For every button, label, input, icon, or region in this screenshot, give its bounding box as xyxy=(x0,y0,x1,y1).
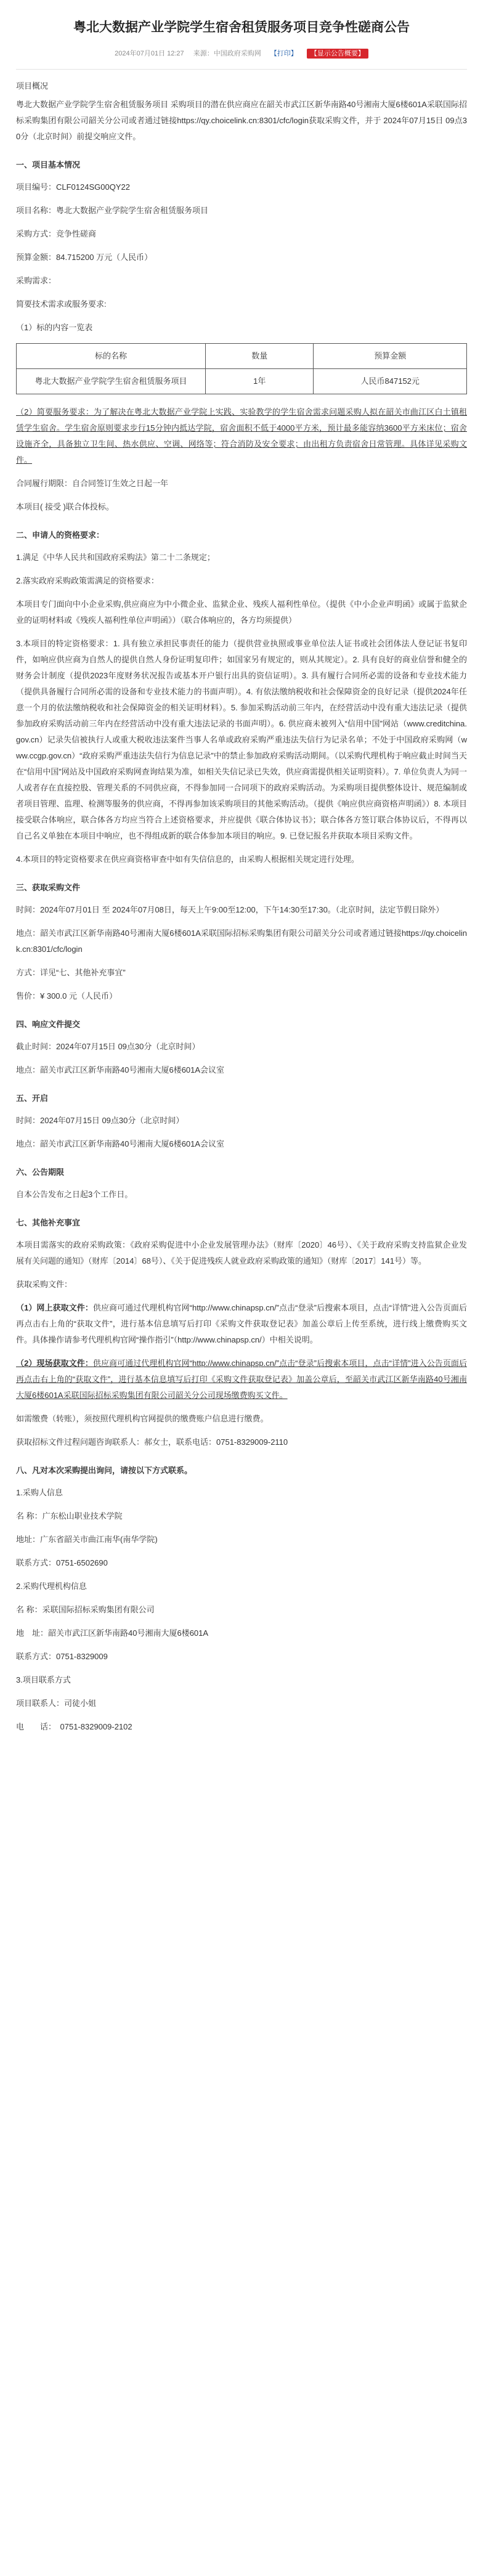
table-row xyxy=(17,369,467,394)
section-3-heading: 三、获取采购文件 xyxy=(16,883,81,892)
online-obtain-label: （1）网上获取文件： xyxy=(16,1303,93,1312)
contact-tel: 电 话： 0751-8329009-2102 xyxy=(16,1722,132,1731)
project-name: 项目名称：粤北大数据产业学院学生宿舍租赁服务项目 xyxy=(16,206,209,215)
onsite-obtain-text: 供应商可通过代理机构官网“http://www.chinapsp.cn/”点击“登录”后搜索本项目，点击“详情”进入公告页面后再点击右上角的“获取文件”，进行基本信息填写后打印《采购文件获取登记表》加盖公章后，至韶关市武江区新华南路40号湘南大厦6楼601A采联国际招标采购集团有限公司韶关分公司现场缴费购买文件。 xyxy=(16,1359,467,1400)
header-divider xyxy=(16,69,467,70)
section-7-heading: 七、其他补充事宜 xyxy=(16,1218,81,1227)
section-1-heading: 一、项目基本情况 xyxy=(16,160,81,169)
agent-address: 地 址：韶关市武江区新华南路40号湘南大厦6楼601A xyxy=(16,1628,209,1638)
consortium-line: 本项目( 接受 )联合体投标。 xyxy=(16,502,114,511)
policy-text: 本项目需落实的政府采购政策：《政府采购促进中小企业发展管理办法》（财库〔2020〕46号）、《关于政府采购支持监狱企业发展有关问题的通知》（财库〔2014〕68号）、《关于促进残疾人就业政府采购政策的通知》（财库〔2017〕141号）等。 xyxy=(16,1240,467,1266)
source-label: 来源：中国政府采购网 xyxy=(193,50,261,57)
th-budget: 预算金额 xyxy=(314,344,467,369)
td-name: 粤北大数据产业学院学生宿舍租赁服务项目 xyxy=(17,369,206,394)
open-place: 地点：韶关市武江区新华南路40号湘南大厦6楼601A会议室 xyxy=(16,1139,225,1148)
requirement-table xyxy=(16,343,467,394)
agent-name: 名 称：采联国际招标采购集团有限公司 xyxy=(16,1605,155,1614)
requirement-text: （2）简要服务要求：为了解决在粤北大数据产业学院上实践、实验教学的学生宿舍需求问题采购人拟在韶关市曲江区白土镇租赁学生宿舍。学生宿舍原则要求步行15分钟内抵达学院，宿舍面积不低于4000平方米，预计最多能容纳3600平方米床位；宿舍设施齐全，具备独立卫生间、热水供应、空调、网络等；符合消防及安全要求；由出租方负责宿舍日常管理。具体详见采购文件。 xyxy=(16,407,467,465)
section-2-heading: 二、申请人的资格要求： xyxy=(16,530,105,540)
print-link[interactable]: 【打印】 xyxy=(270,50,298,57)
qual-1: 1.满足《中华人民共和国政府采购法》第二十二条规定； xyxy=(16,553,215,562)
td-qty: 1年 xyxy=(206,369,314,394)
online-obtain-text: 供应商可通过代理机构官网“http://www.chinapsp.cn/”点击“登录”后搜索本项目，点击“详情”进入公告页面后再点击右上角的“获取文件”，进行基本信息填写后打印《采购文件获取登记表》加盖公章后上传至系统，进行线上缴费购买文件。具体操作请参考代理机构官网“操作指引”（http://www.chinapsp.cn/）中相关说明。 xyxy=(16,1303,467,1344)
qual-4: 4.本项目的特定资格要求在供应商资格审查中如有失信信息的，由采购人根据相关规定进行处理。 xyxy=(16,855,359,864)
online-obtain xyxy=(16,1300,467,1348)
agent-heading: 2.采购代理机构信息 xyxy=(16,1582,87,1591)
payment-note: 如需缴费（转账），须按照代理机构官网提供的缴费账户信息进行缴费。 xyxy=(16,1414,269,1423)
overview-heading: 项目概况 xyxy=(16,81,49,91)
obtain-price: 售价：¥ 300.0 元（人民币） xyxy=(16,991,117,1001)
buyer-heading: 1.采购人信息 xyxy=(16,1488,63,1497)
qual-3: 3.本项目的特定资格要求：1. 具有独立承担民事责任的能力（提供营业执照或事业单位法人证书或社会团体法人登记证书复印件，如响应供应商为自然人的提供自然人身份证明复印件；如国家另有规定的，则从其规定）。2. 具有良好的商业信誉和健全的财务会计制度（提供2023年度财务状况报告或基本开户银行出具的资信证明）。3. 具有履行合同所必需的设备和专业技术能力（提供具备履行合同所必需的设备和专业技术能力的书面声明）。4. 有依法缴纳税收和社会保障资金的良好记录（提供2024年任意一个月的依法缴纳税收和社会保障资金的相关证明材料）。5. 参加采购活动前三年内，在经营活动中没有重大违法记录（提供参加政府采购活动前三年内在经营活动中没有重大违法记录的书面声明）。6. 供应商未被列入“信用中国”网站（www.creditchina.gov.cn）记录失信被执行人或重大税收违法案件当事人名单或政府采购严重违法失信行为记录名单；不处于中国政府采购网（www.ccgp.gov.cn）“政府采购严重违法失信行为信息记录”中的禁止参加政府采购活动期间。（以采购代理机构于响应截止时间当天在“信用中国”网站及中国政府采购网查询结果为准，如相关失信记录已失效，供应商需提供相关证明资料）。7. 单位负责人为同一人或者存在直接控股、管理关系的不同供应商，不得参加同一合同项下的政府采购活动。为采购项目提供整体设计、规范编制或者项目管理、监理、检测等服务的供应商，不得再参加该采购项目的其他采购活动。（提供《响应供应商资格声明函》）8. 本项目接受联合体响应，联合体各方均应当符合上述资格要求，并应提供《联合体协议书》；联合体各方签订联合体协议后，不得再以自己名义单独在本项目中响应，也不得组成新的联合体参加本项目的响应。9. 已登记报名并获取本项目采购文件。 xyxy=(16,639,467,840)
announcement-body xyxy=(16,78,467,1735)
show-summary-button[interactable]: 【显示公告概要】 xyxy=(307,49,368,59)
buyer-address: 地址：广东省韶关市曲江南华(南华学院) xyxy=(16,1535,158,1544)
budget-amount: 预算金额：84.715200 万元（人民币） xyxy=(16,253,153,262)
project-no: 项目编号：CLF0124SG00QY22 xyxy=(16,182,130,192)
meta-line xyxy=(16,48,467,58)
section-4-heading: 四、响应文件提交 xyxy=(16,1020,81,1029)
consult-contact: 获取招标文件过程问题咨询联系人：郝女士，联系电话：0751-8329009-2110 xyxy=(16,1437,288,1447)
overview-text: 粤北大数据产业学院学生宿舍租赁服务项目 采购项目的潜在供应商应在韶关市武江区新华南路40号湘南大厦6楼601A采联国际招标采购集团有限公司韶关分公司或者通过链接https://qy.choicelink.cn:8301/cfc/login获取采购文件，并于 2024年07月15日 09点30分（北京时间）前提交响应文件。 xyxy=(16,100,467,141)
obtain-file-heading: 获取采购文件： xyxy=(16,1280,73,1289)
procurement-method: 采购方式：竞争性磋商 xyxy=(16,229,97,238)
obtain-place: 地点：韶关市武江区新华南路40号湘南大厦6楼601A采联国际招标采购集团有限公司韶关分公司或者通过链接https://qy.choicelink.cn:8301/cfc/login xyxy=(16,928,467,954)
table-header-row xyxy=(17,344,467,369)
obtain-time: 时间：2024年07月01日 至 2024年07月08日，每天上午9:00至12:00，下午14:30至17:30。（北京时间，法定节假日除外） xyxy=(16,905,444,914)
section-5-heading: 五、开启 xyxy=(16,1094,49,1103)
th-name: 标的名称 xyxy=(17,344,206,369)
td-budget: 人民币847152元 xyxy=(314,369,467,394)
package-line: 简要技术需求或服务要求: xyxy=(16,299,107,309)
qual-2: 2.落实政府采购政策需满足的资格要求： xyxy=(16,576,159,585)
buyer-name: 名 称：广东松山职业技术学院 xyxy=(16,1511,123,1521)
obtain-way: 方式：详见“七、其他补充事宜” xyxy=(16,968,126,977)
notice-period: 自本公告发布之日起3个工作日。 xyxy=(16,1190,133,1199)
open-time: 时间：2024年07月15日 09点30分（北京时间） xyxy=(16,1116,184,1125)
buyer-tel: 联系方式：0751-6502690 xyxy=(16,1558,108,1567)
qual-2a: 本项目专门面向中小企业采购,供应商应为中小微企业、监狱企业、残疾人福利性单位。（提供《中小企业声明函》或属于监狱企业的证明材料或《残疾人福利性单位声明函》）（联合体响应的，各方均须提供） xyxy=(16,599,467,625)
onsite-obtain-label: （2）现场获取文件： xyxy=(16,1359,93,1368)
th-qty: 数量 xyxy=(206,344,314,369)
section-6-heading: 六、公告期限 xyxy=(16,1168,65,1177)
contact-name: 项目联系人：司徒小姐 xyxy=(16,1699,97,1708)
publish-date: 2024年07月01日 12:27 xyxy=(115,50,184,57)
requirement-heading: 采购需求： xyxy=(16,276,57,285)
contact-heading: 3.项目联系方式 xyxy=(16,1675,71,1684)
contract-period: 合同履行期限：自合同签订生效之日起一年 xyxy=(16,479,169,488)
onsite-obtain xyxy=(16,1355,467,1404)
submit-deadline: 截止时间：2024年07月15日 09点30分（北京时间） xyxy=(16,1042,200,1051)
submit-place: 地点：韶关市武江区新华南路40号湘南大厦6楼601A会议室 xyxy=(16,1065,225,1075)
item-line: （1）标的内容一览表 xyxy=(16,323,93,332)
agent-tel: 联系方式：0751-8329009 xyxy=(16,1652,108,1661)
page-title: 粤北大数据产业学院学生宿舍租赁服务项目竞争性磋商公告 xyxy=(73,20,410,35)
section-8-heading: 八、凡对本次采购提出询问，请按以下方式联系。 xyxy=(16,1466,193,1475)
